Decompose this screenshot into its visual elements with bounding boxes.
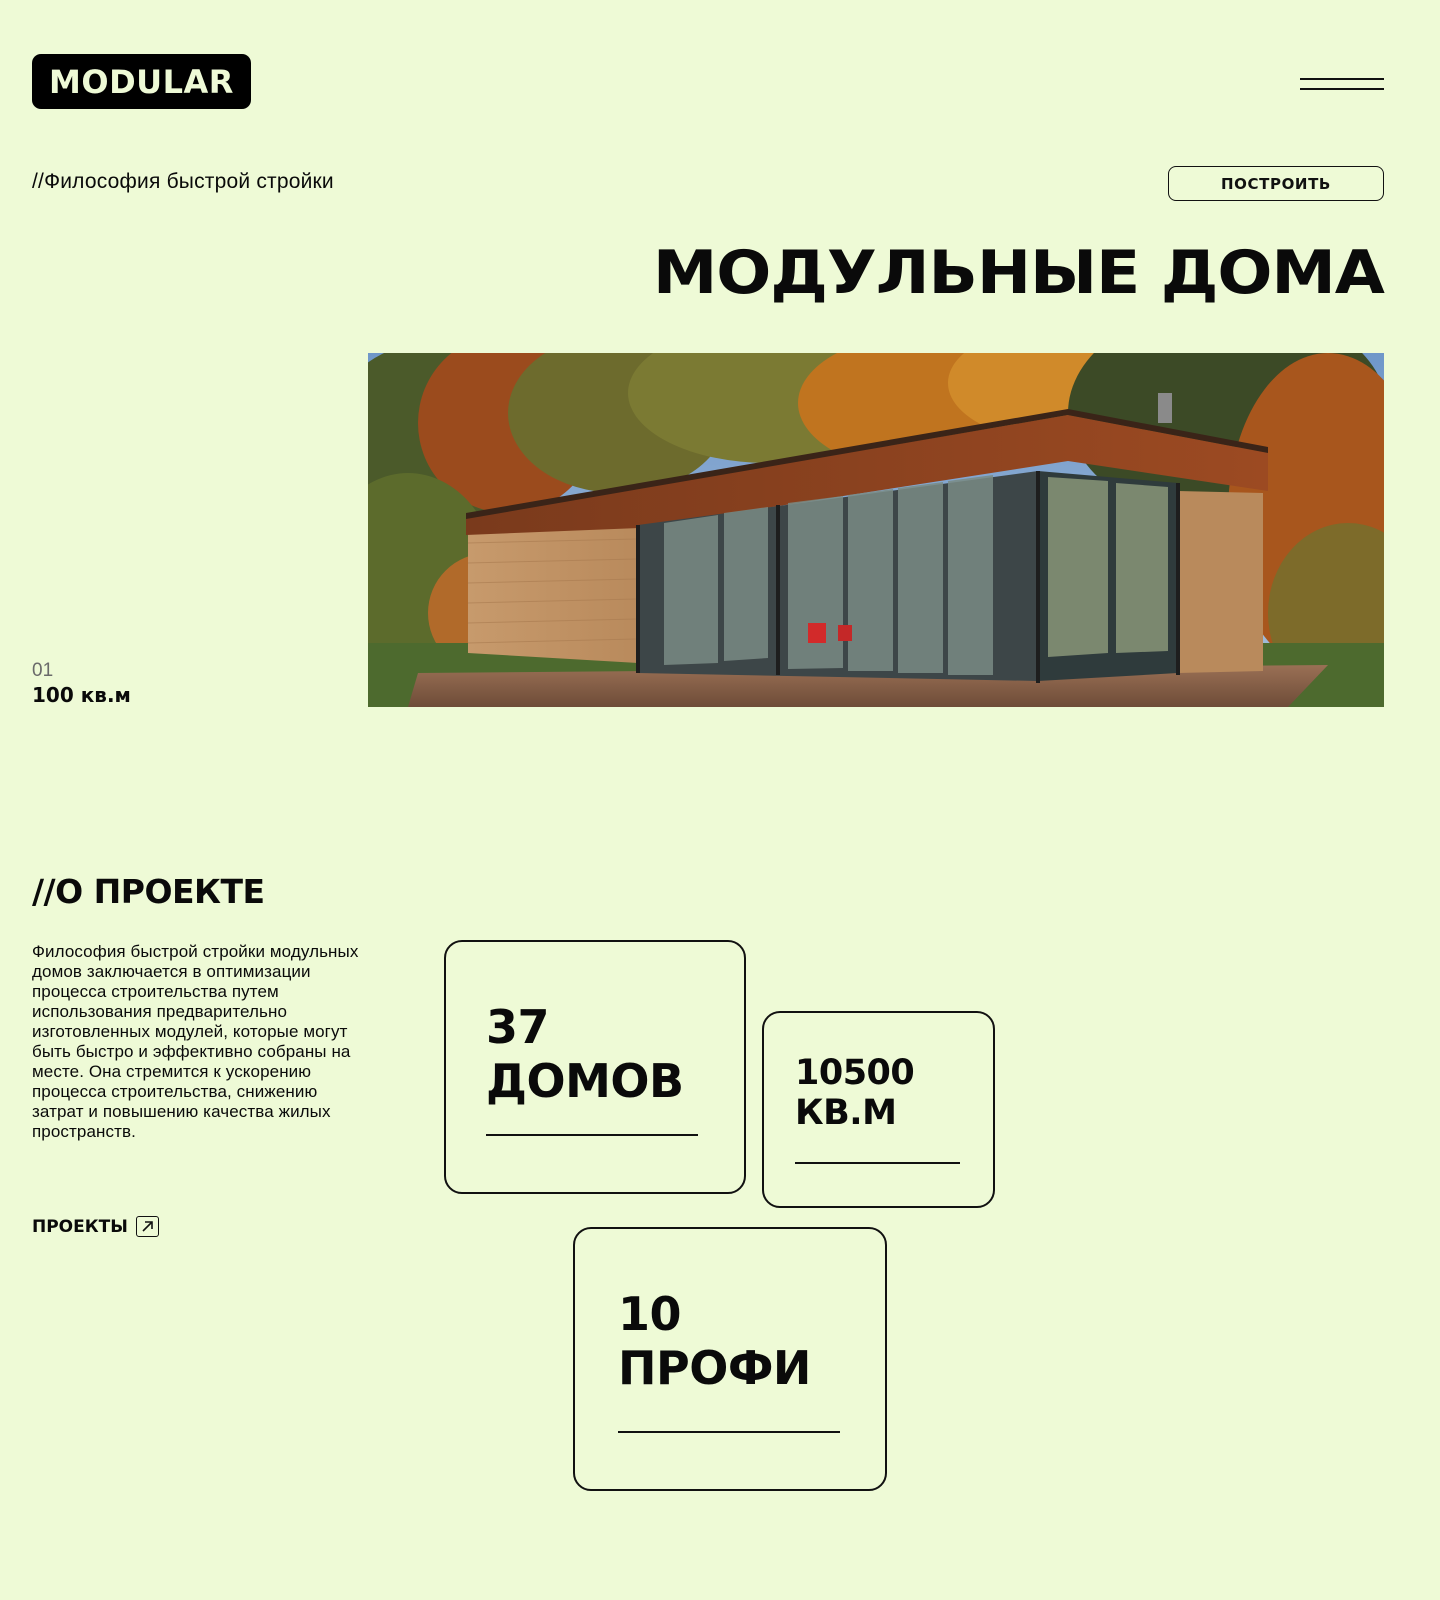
modular-house-photo bbox=[368, 353, 1384, 707]
menu-icon[interactable] bbox=[1300, 76, 1384, 94]
about-title: //О ПРОЕКТЕ bbox=[32, 872, 265, 911]
tagline: //Философия быстрой стройки bbox=[32, 170, 334, 193]
stat-unit: КВ.М bbox=[795, 1093, 897, 1133]
divider bbox=[618, 1431, 840, 1433]
stat-unit: ДОМОВ bbox=[486, 1054, 684, 1108]
projects-link[interactable] bbox=[32, 1216, 159, 1237]
stat-card-pros bbox=[573, 1227, 887, 1491]
stat-index: 01 bbox=[32, 660, 54, 681]
arrow-up-right-icon bbox=[136, 1216, 159, 1237]
about-text: Философия быстрой стройки модульных домов заключается в оптимизации процесса строительства путем использования предварительно изготовленных модулей, которые могут быть быстро и эффективно собраны на месте. Она стремится к ускорению процесса строительства, снижению затрат и повышению качества жилых пространств. bbox=[32, 942, 359, 1141]
logo[interactable]: MODULAR bbox=[32, 54, 251, 109]
stat-value: 10 bbox=[618, 1287, 682, 1341]
stat-card-houses bbox=[444, 940, 746, 1194]
stat-value: 10500 bbox=[795, 1053, 915, 1093]
divider bbox=[795, 1162, 960, 1164]
stat-card-area bbox=[762, 1011, 995, 1208]
page-title: МОДУЛЬНЫЕ ДОМА bbox=[653, 238, 1384, 308]
stat-unit: ПРОФИ bbox=[618, 1341, 811, 1395]
projects-link-label: ПРОЕКТЫ bbox=[32, 1216, 128, 1237]
stat-value: 37 bbox=[486, 1000, 550, 1054]
divider bbox=[486, 1134, 698, 1136]
build-button[interactable]: ПОСТРОИТЬ bbox=[1168, 166, 1384, 201]
stat-area: 100 кв.м bbox=[32, 683, 131, 707]
